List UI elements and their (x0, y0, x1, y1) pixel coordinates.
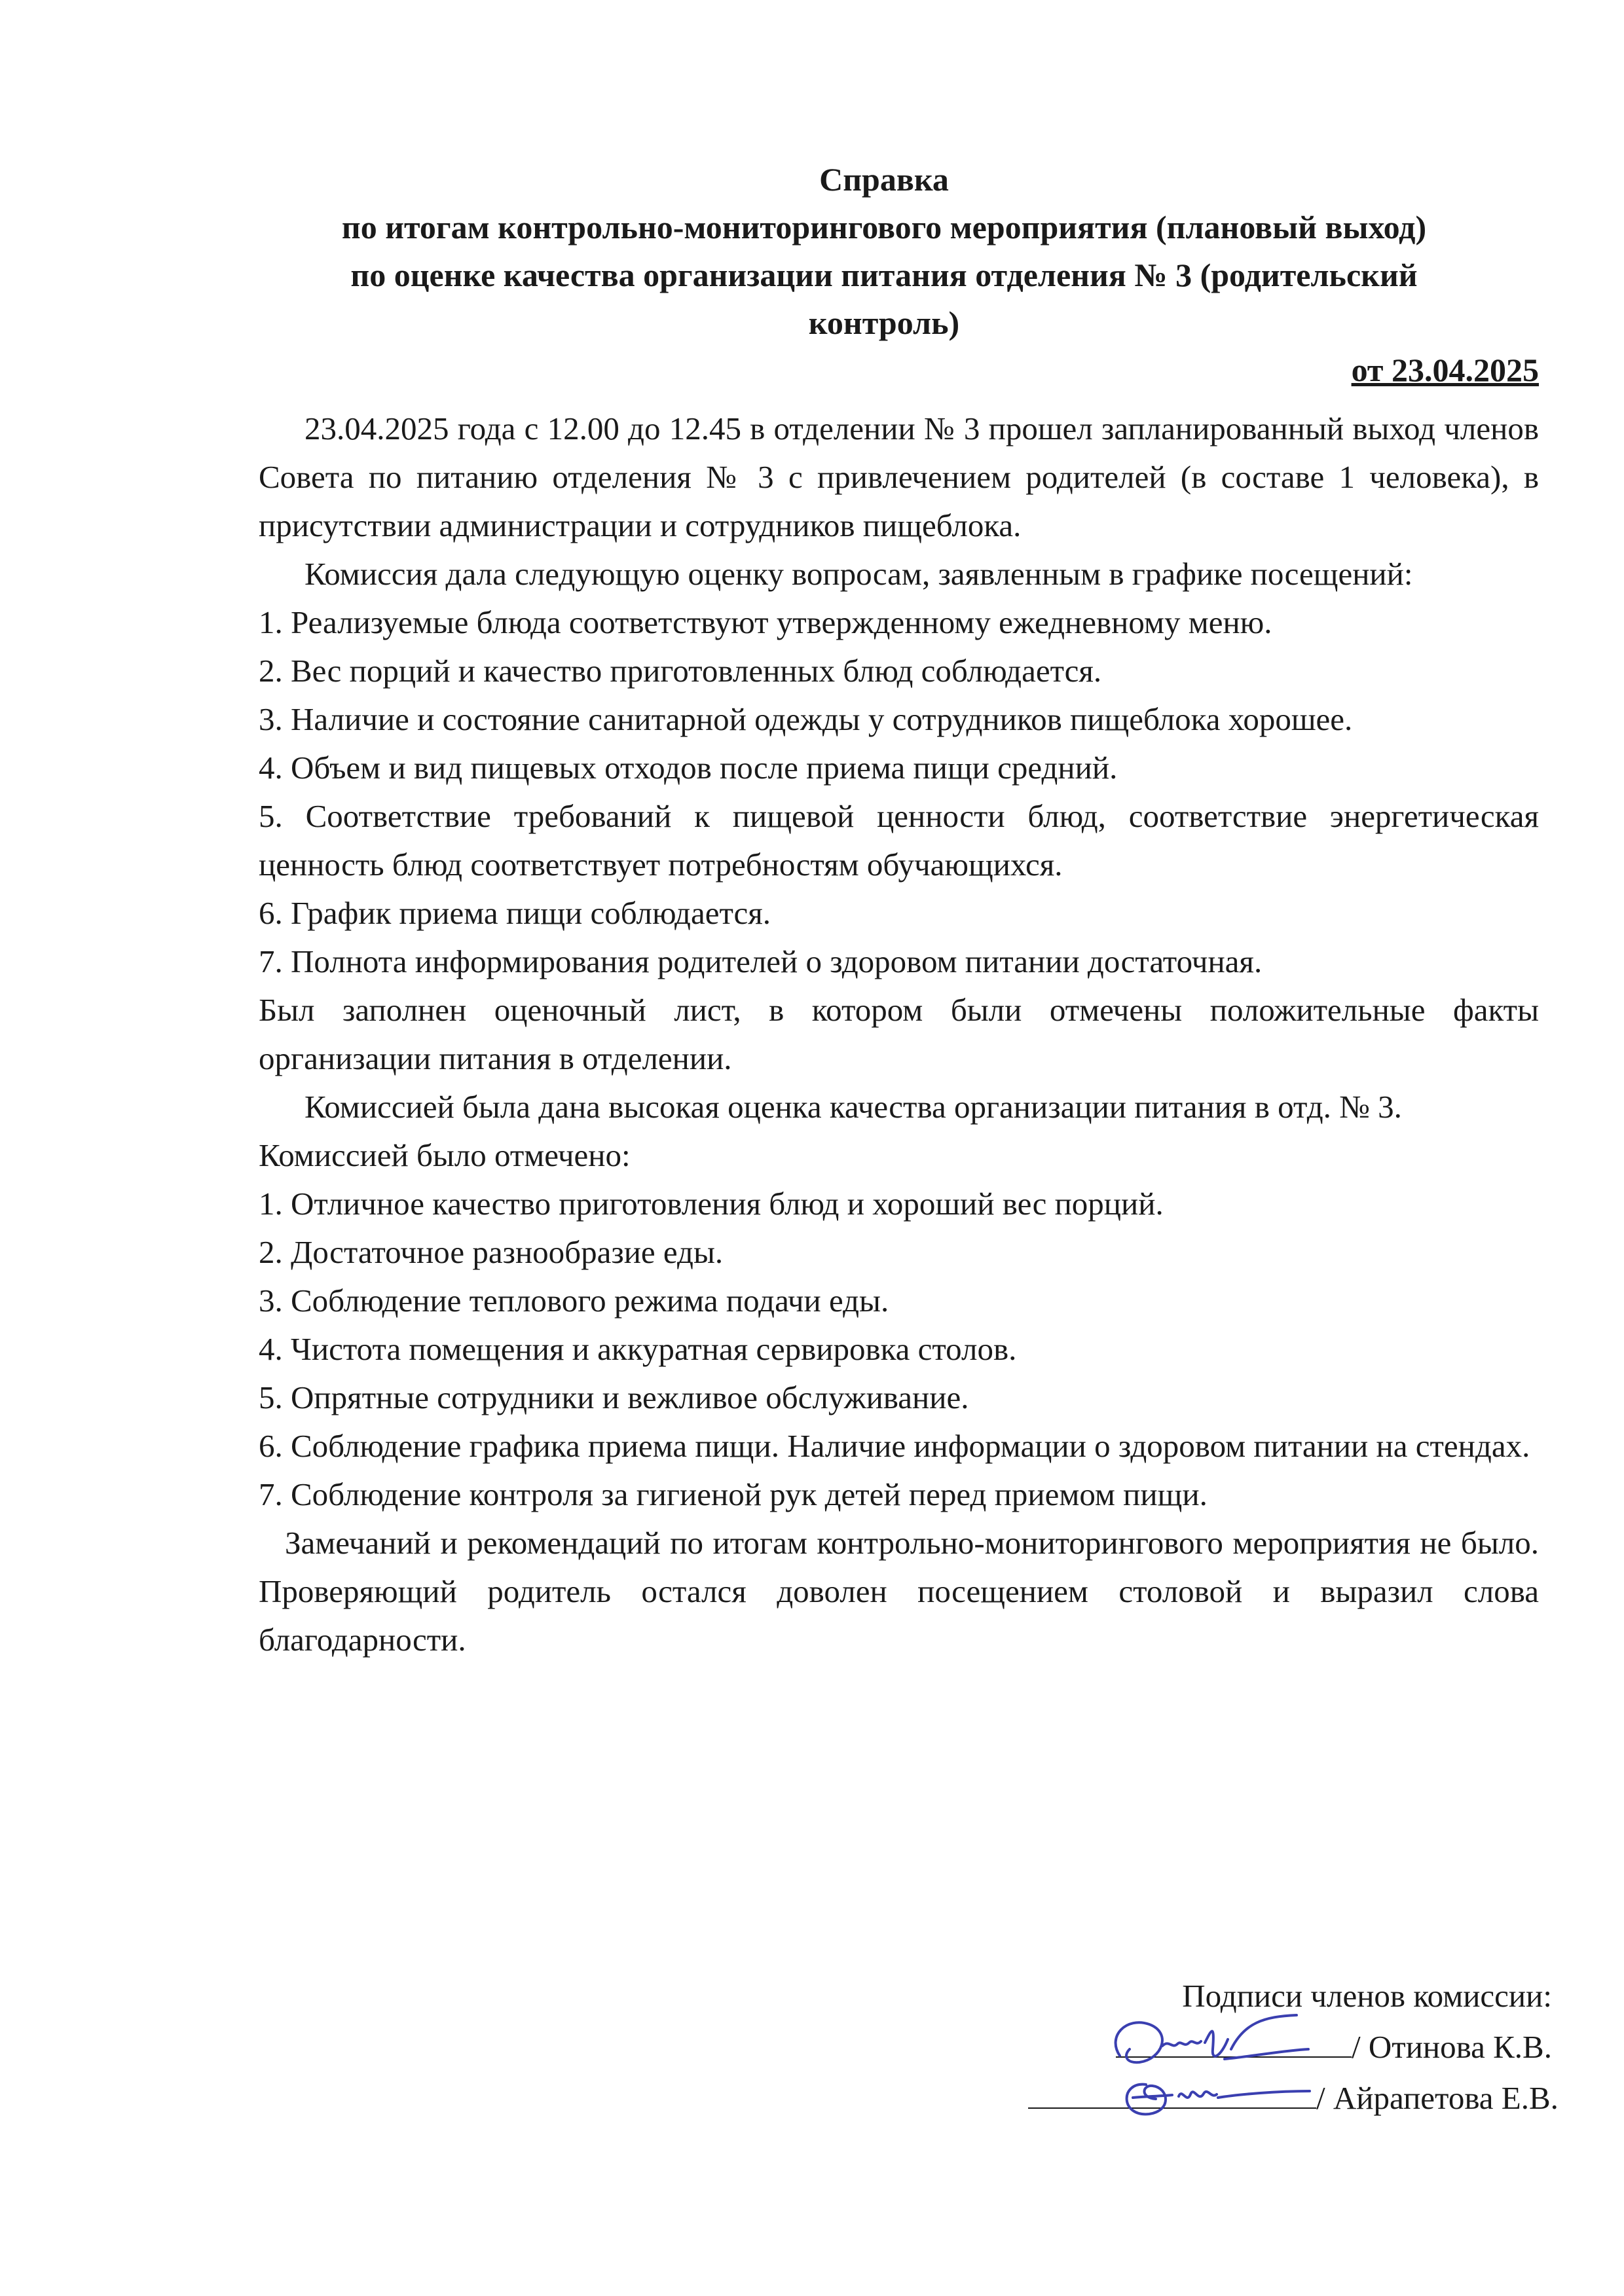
signer-name: / Айрапетова Е.В. (1316, 2080, 1559, 2116)
assessment-item: 1. Реализуемые блюда соответствуют утвержденному ежедневному меню. (259, 604, 1272, 640)
signature-heading: Подписи членов комиссии: (1182, 1978, 1552, 2014)
assessment-item: 7. Полнота информирования родителей о здоровом питании достаточная. (259, 943, 1263, 979)
signer-name: / Отинова К.В. (1352, 2029, 1552, 2065)
document-body (259, 405, 1539, 1664)
assessment-item: 5. Соответствие требований к пищевой ценности блюд, соответствие энергетическая ценность блюд соответствует потребностям обучающихся. (259, 798, 1539, 883)
noted-item: 3. Соблюдение теплового режима подачи еды. (259, 1283, 889, 1319)
sheet-note: Был заполнен оценочный лист, в котором были отмечены положительные факты организации питания в отделении. (259, 992, 1539, 1076)
assessment-intro: Комиссия дала следующую оценку вопросам, заявленным в графике посещений: (304, 556, 1413, 592)
conclusion-paragraph: Замечаний и рекомендаций по итогам контрольно-мониторингового мероприятия не было. Проверяющий родитель остался доволен посещением столовой и выразил слова благодарности. (259, 1525, 1539, 1658)
signature-line (1028, 2073, 1316, 2109)
high-rating-paragraph: Комиссией была дана высокая оценка качества организации питания в отд. № 3. (304, 1089, 1402, 1125)
document-title (236, 156, 1532, 347)
noted-item: 2. Достаточное разнообразие еды. (259, 1234, 724, 1270)
assessment-item: 4. Объем и вид пищевых отходов после приема пищи средний. (259, 750, 1118, 786)
intro-paragraph: 23.04.2025 года с 12.00 до 12.45 в отделении № 3 прошел запланированный выход членов Совета по питанию отделения № 3 с привлечением родителей (в составе 1 человека), в присутствии администрации и сотрудников пищеблока. (259, 410, 1539, 543)
assessment-item: 3. Наличие и состояние санитарной одежды у сотрудников пищеблока хорошее. (259, 701, 1353, 737)
assessment-item: 2. Вес порций и качество приготовленных блюд соблюдается. (259, 653, 1102, 689)
document-date: от 23.04.2025 (1351, 352, 1539, 388)
noted-item: 6. Соблюдение графика приема пищи. Наличие информации о здоровом питании на стендах. (259, 1428, 1530, 1464)
title-subject-line-2: по оценке качества организации питания отделения № 3 (родительский (350, 257, 1418, 293)
noted-item: 7. Соблюдение контроля за гигиеной рук детей перед приемом пищи. (259, 1476, 1208, 1512)
title-subject-line-1: по итогам контрольно-мониторингового мероприятия (плановый выход) (341, 209, 1427, 246)
noted-item: 1. Отличное качество приготовления блюд и хороший вес порций. (259, 1186, 1164, 1222)
title-subject-line-3: контроль) (808, 304, 960, 341)
signature-line (1116, 2022, 1352, 2058)
noted-item: 5. Опрятные сотрудники и вежливое обслуживание. (259, 1379, 969, 1415)
signature-block (1028, 1971, 1559, 2124)
signature-row (1028, 2073, 1559, 2124)
title-heading: Справка (819, 161, 949, 198)
assessment-item: 6. График приема пищи соблюдается. (259, 895, 771, 931)
signature-row (1028, 2022, 1552, 2073)
noted-intro: Комиссией было отмечено: (259, 1137, 631, 1173)
noted-item: 4. Чистота помещения и аккуратная сервировка столов. (259, 1331, 1017, 1367)
